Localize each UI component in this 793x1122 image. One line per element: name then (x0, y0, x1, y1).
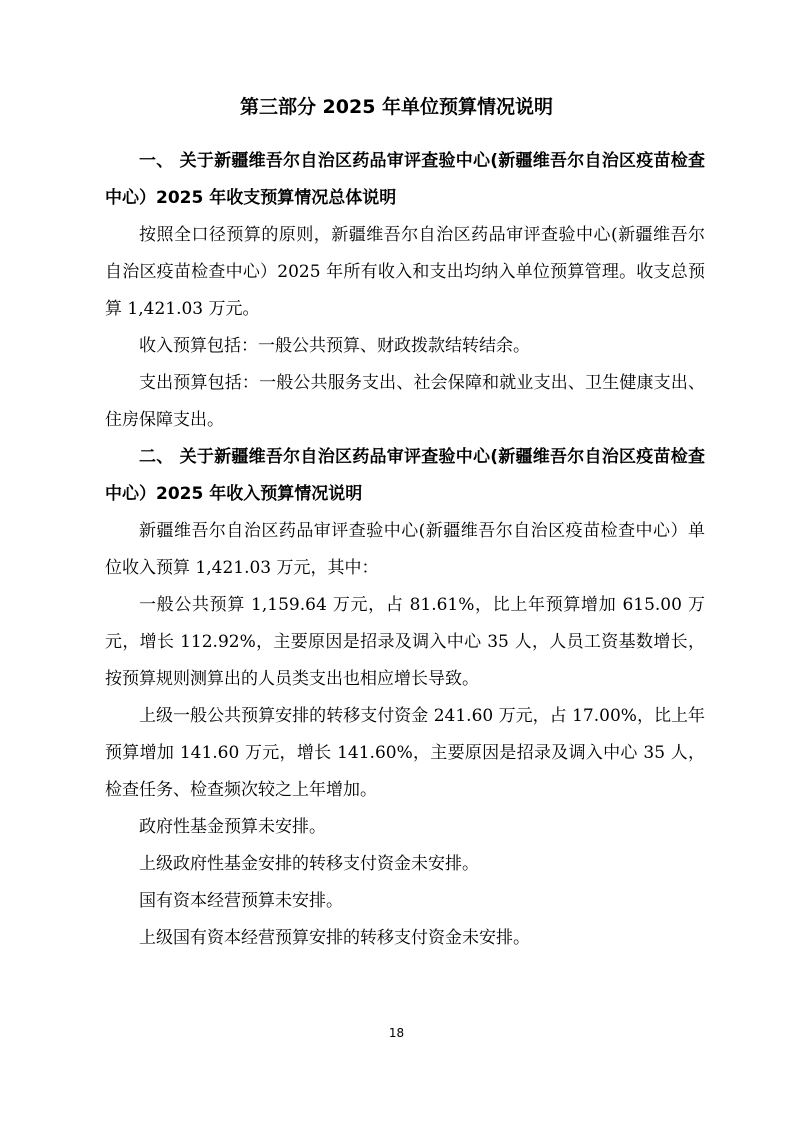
section-heading-1: 一、 关于新疆维吾尔自治区药品审评查验中心(新疆维吾尔自治区疫苗检查中心）2025 年收支预算情况总体说明 (105, 151, 705, 208)
section-heading-2: 二、 关于新疆维吾尔自治区药品审评查验中心(新疆维吾尔自治区疫苗检查中心）2025 年收入预算情况说明 (105, 447, 705, 504)
paragraph: 支出预算包括：一般公共服务支出、社会保障和就业支出、卫生健康支出、住房保障支出。 (105, 373, 705, 430)
paragraph: 国有资本经营预算未安排。 (139, 891, 343, 911)
paragraph: 新疆维吾尔自治区药品审评查验中心(新疆维吾尔自治区疫苗检查中心）单位收入预算 1,421.03 万元，其中： (105, 521, 705, 578)
paragraph: 收入预算包括：一般公共预算、财政拨款结转结余。 (139, 336, 530, 356)
document-body (105, 143, 705, 957)
paragraph: 上级一般公共预算安排的转移支付资金 241.60 万元，占 17.00%，比上年预算增加 141.60 万元，增长 141.60%，主要原因是招录及调入中心 35 人，检查任务、检查频次较之上年增加。 (105, 706, 705, 800)
page-number: 18 (388, 1026, 405, 1040)
paragraph: 上级政府性基金安排的转移支付资金未安排。 (139, 854, 479, 874)
paragraph: 一般公共预算 1,159.64 万元，占 81.61%，比上年预算增加 615.00 万元，增长 112.92%，主要原因是招录及调入中心 35 人，人员工资基数增长，按预算规则测算出的人员类支出也相应增长导致。 (105, 595, 705, 689)
page-title: 第三部分 2025 年单位预算情况说明 (239, 96, 554, 118)
paragraph: 按照全口径预算的原则，新疆维吾尔自治区药品审评查验中心(新疆维吾尔自治区疫苗检查中心）2025 年所有收入和支出均纳入单位预算管理。收支总预算 1,421.03 万元。 (105, 225, 705, 319)
paragraph: 政府性基金预算未安排。 (139, 817, 326, 837)
paragraph: 上级国有资本经营预算安排的转移支付资金未安排。 (139, 928, 530, 948)
